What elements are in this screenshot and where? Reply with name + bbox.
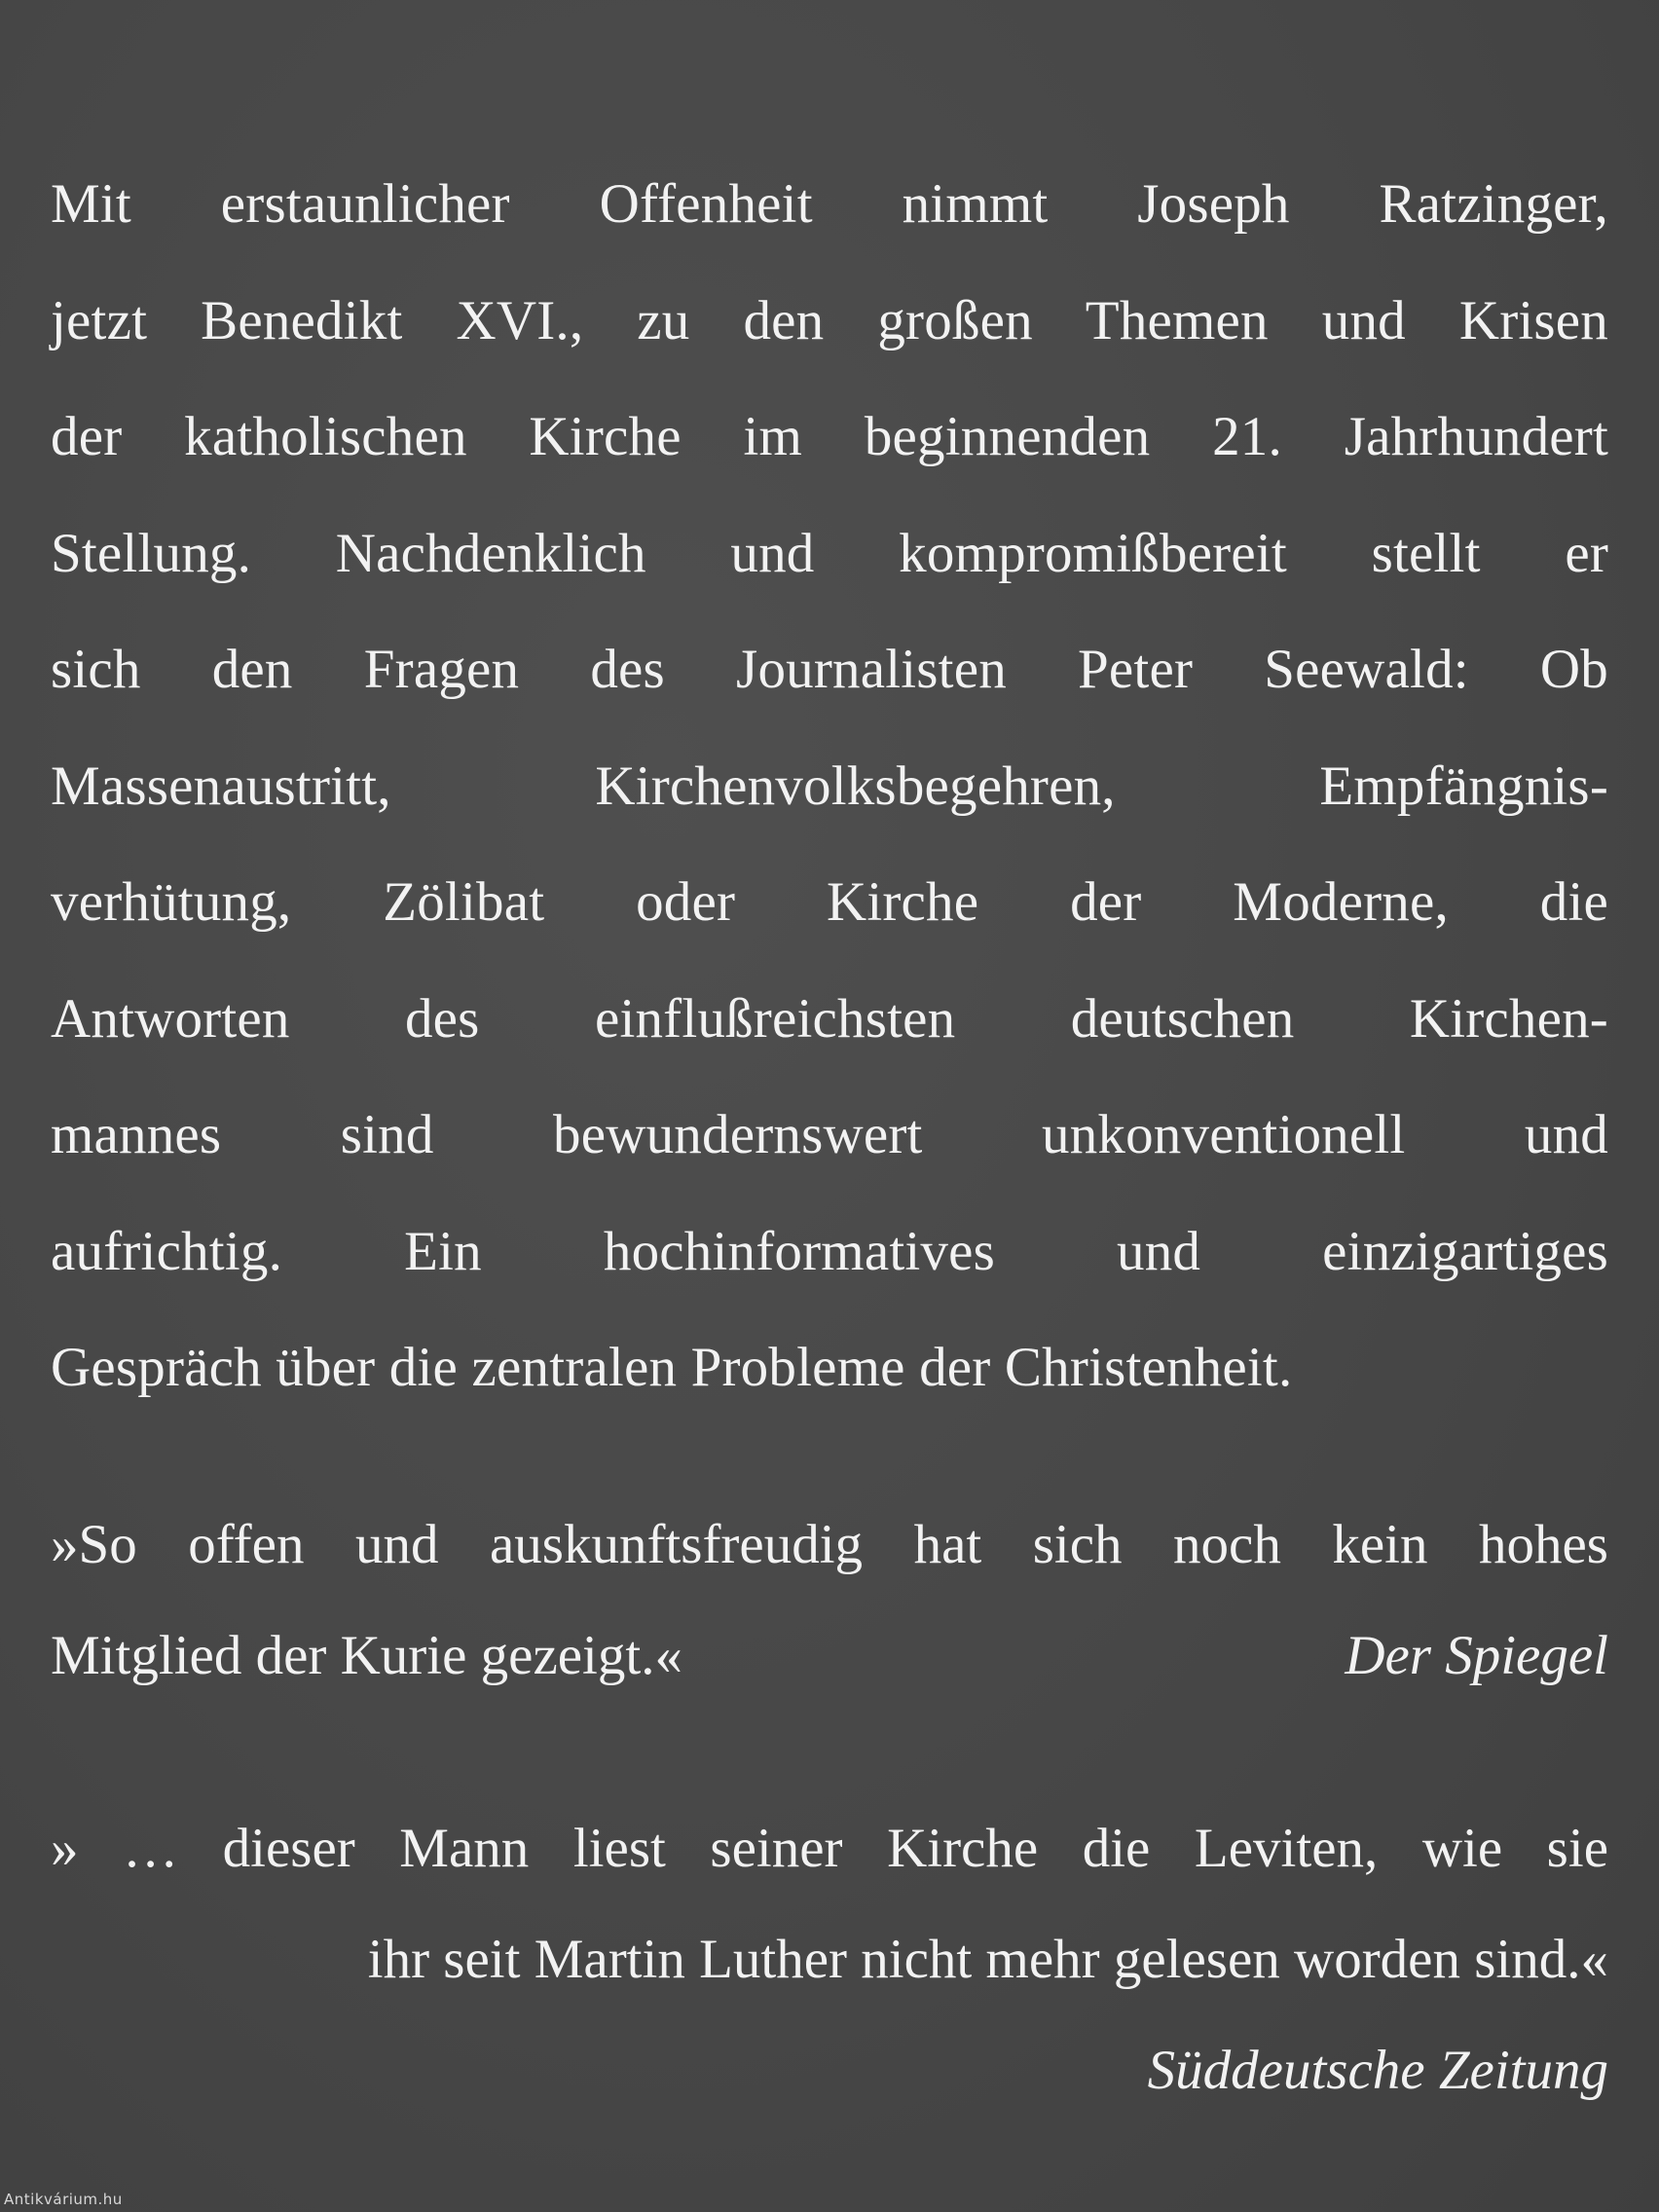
quote-source: Der Spiegel [1345, 1625, 1608, 1686]
blurb-text [51, 146, 1608, 1426]
blurb-line: Gespräch über die zentralen Probleme der Christenheit. [51, 1337, 1293, 1398]
watermark: Antikvárium.hu [4, 2191, 123, 2208]
blurb-line: aufrichtig. Ein hochinformatives und einzigartiges [51, 1220, 1608, 1282]
blurb-line: Antworten des einflußreichsten deutschen Kirchen- [51, 987, 1608, 1050]
quote-line-with-source [51, 1601, 1608, 1712]
blurb-line: Mit erstaunlicher Offenheit nimmt Joseph Ratzinger, [51, 173, 1608, 235]
blurb-line: jetzt Benedikt XVI., zu den großen Themen und Krisen [51, 289, 1608, 351]
quote-source: Süddeutsche Zeitung [1147, 2040, 1608, 2101]
quote-line: ihr seit Martin Luther nicht mehr gelesen worden sind.« [367, 1929, 1608, 1990]
blurb-line: der katholischen Kirche im beginnenden 21. Jahrhundert [51, 406, 1608, 467]
blurb-line: verhütung, Zölibat oder Kirche der Moderne, die [51, 871, 1608, 933]
blurb-line: sich den Fragen des Journalisten Peter Seewald: Ob [51, 639, 1608, 700]
quote-line: Mitglied der Kurie gezeigt.« [51, 1625, 682, 1686]
blurb-line: Stellung. Nachdenklich und kompromißbereit stellt er [51, 522, 1608, 584]
press-quote-sueddeutsche [51, 1793, 1608, 2126]
blurb-line: Massenaustritt, Kirchenvolksbegehren, Empfängnis- [51, 755, 1608, 817]
blurb-line: mannes sind bewundernswert unkonventionell und [51, 1104, 1608, 1165]
press-quote-spiegel [51, 1490, 1608, 1712]
quote-line: » … dieser Mann liest seiner Kirche die Leviten, wie sie [51, 1818, 1608, 1879]
quote-line: »So offen und auskunftsfreudig hat sich noch kein hohes [51, 1514, 1608, 1575]
